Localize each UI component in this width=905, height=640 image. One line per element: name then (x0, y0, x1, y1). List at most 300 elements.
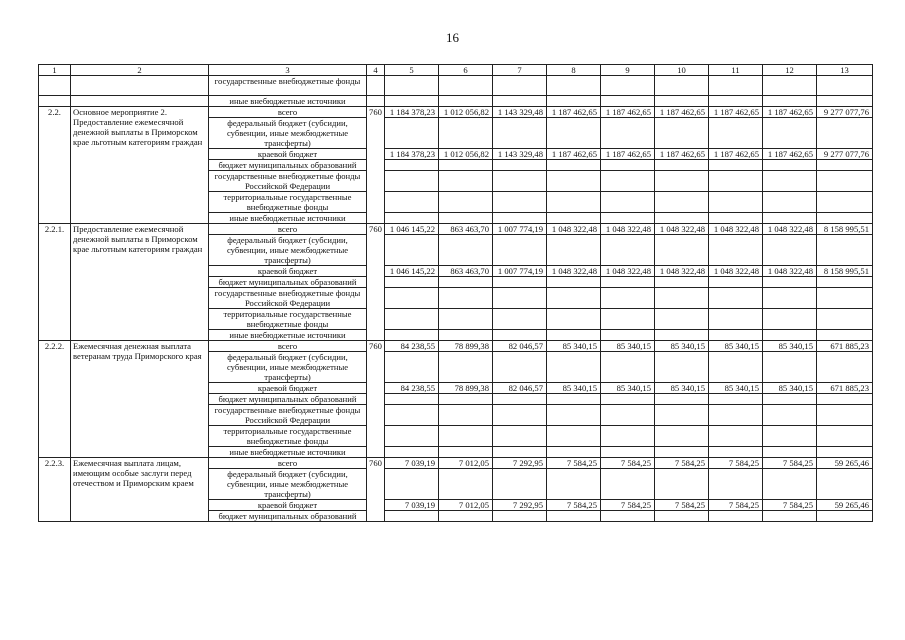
value-cell: 1 184 378,23 (385, 149, 439, 160)
value-cell (709, 309, 763, 330)
value-cell (763, 511, 817, 522)
funding-source-cell: иные внебюджетные источники (209, 96, 367, 107)
value-cell (493, 447, 547, 458)
value-cell (547, 309, 601, 330)
value-cell: 85 340,15 (763, 383, 817, 394)
value-cell (817, 213, 873, 224)
value-cell: 78 899,38 (439, 383, 493, 394)
funding-source-cell: территориальные государственные внебюджетные фонды (209, 309, 367, 330)
table-row (39, 224, 873, 235)
funding-source-cell: иные внебюджетные источники (209, 213, 367, 224)
value-cell (709, 405, 763, 426)
value-cell (439, 235, 493, 266)
value-cell: 1 184 378,23 (385, 107, 439, 118)
table-row (39, 458, 873, 469)
value-cell (439, 277, 493, 288)
value-cell: 1 187 462,65 (547, 107, 601, 118)
value-cell (763, 394, 817, 405)
value-cell (601, 469, 655, 500)
value-cell (493, 76, 547, 96)
value-cell: 59 265,46 (817, 500, 873, 511)
value-cell (709, 511, 763, 522)
value-cell: 82 046,57 (493, 341, 547, 352)
column-number-3: 3 (209, 65, 367, 76)
funding-source-cell: территориальные государственные внебюджетные фонды (209, 192, 367, 213)
value-cell (763, 160, 817, 171)
value-cell: 9 277 077,76 (817, 149, 873, 160)
value-cell (385, 235, 439, 266)
value-cell: 1 048 322,48 (601, 224, 655, 235)
value-cell (385, 405, 439, 426)
value-cell (763, 277, 817, 288)
value-cell (547, 352, 601, 383)
funding-source-cell: федеральный бюджет (субсидии, субвенции, иные межбюджетные трансферты) (209, 235, 367, 266)
funding-source-cell: бюджет муниципальных образований (209, 277, 367, 288)
table-body (39, 65, 873, 522)
value-cell: 1 187 462,65 (601, 107, 655, 118)
value-cell: 1 187 462,65 (709, 149, 763, 160)
value-cell (763, 426, 817, 447)
value-cell (709, 288, 763, 309)
item-number-cell: 2.2. (39, 107, 71, 224)
funding-source-cell: бюджет муниципальных образований (209, 160, 367, 171)
table-row (39, 76, 873, 96)
value-cell: 1 048 322,48 (547, 266, 601, 277)
column-number-1: 1 (39, 65, 71, 76)
value-cell (385, 394, 439, 405)
value-cell (547, 213, 601, 224)
value-cell: 1 187 462,65 (709, 107, 763, 118)
table-row (39, 341, 873, 352)
value-cell (493, 192, 547, 213)
value-cell (655, 352, 709, 383)
header-row (39, 65, 873, 76)
value-cell (709, 213, 763, 224)
funding-source-cell: всего (209, 341, 367, 352)
column-number-5: 5 (385, 65, 439, 76)
value-cell (817, 96, 873, 107)
item-name-cell (71, 96, 209, 107)
value-cell (439, 213, 493, 224)
value-cell (385, 330, 439, 341)
item-name-cell (71, 76, 209, 96)
value-cell (709, 192, 763, 213)
value-cell (547, 394, 601, 405)
column-number-13: 13 (817, 65, 873, 76)
value-cell: 7 584,25 (601, 458, 655, 469)
column-number-11: 11 (709, 65, 763, 76)
value-cell (439, 160, 493, 171)
value-cell: 85 340,15 (601, 383, 655, 394)
value-cell (817, 352, 873, 383)
value-cell (817, 118, 873, 149)
value-cell (493, 277, 547, 288)
value-cell (709, 76, 763, 96)
value-cell (763, 352, 817, 383)
value-cell (547, 447, 601, 458)
value-cell (385, 96, 439, 107)
value-cell (439, 171, 493, 192)
value-cell: 1 143 329,48 (493, 149, 547, 160)
value-cell (763, 330, 817, 341)
value-cell: 7 584,25 (763, 500, 817, 511)
column-number-9: 9 (601, 65, 655, 76)
value-cell (817, 309, 873, 330)
value-cell: 1 048 322,48 (601, 266, 655, 277)
value-cell (655, 118, 709, 149)
value-cell: 1 048 322,48 (763, 224, 817, 235)
item-name-cell: Предоставление ежемесячной денежной выплаты в Приморском крае льготным категориям граждан (71, 224, 209, 341)
value-cell (601, 405, 655, 426)
value-cell: 7 039,19 (385, 458, 439, 469)
value-cell: 7 584,25 (655, 500, 709, 511)
column-number-4: 4 (367, 65, 385, 76)
value-cell: 7 012,05 (439, 458, 493, 469)
funding-source-cell: бюджет муниципальных образований (209, 511, 367, 522)
value-cell: 1 187 462,65 (763, 149, 817, 160)
value-cell: 671 885,23 (817, 383, 873, 394)
value-cell (385, 469, 439, 500)
value-cell (547, 171, 601, 192)
value-cell (385, 213, 439, 224)
value-cell (817, 394, 873, 405)
value-cell (655, 426, 709, 447)
value-cell (655, 288, 709, 309)
value-cell (493, 235, 547, 266)
funding-source-cell: краевой бюджет (209, 500, 367, 511)
value-cell (601, 96, 655, 107)
item-number-cell: 2.2.2. (39, 341, 71, 458)
value-cell: 59 265,46 (817, 458, 873, 469)
value-cell: 85 340,15 (763, 341, 817, 352)
value-cell (493, 160, 547, 171)
value-cell (493, 511, 547, 522)
funding-source-cell: иные внебюджетные источники (209, 330, 367, 341)
value-cell (763, 192, 817, 213)
value-cell (763, 235, 817, 266)
value-cell (817, 76, 873, 96)
value-cell (547, 469, 601, 500)
value-cell (817, 288, 873, 309)
value-cell (817, 330, 873, 341)
funding-source-cell: государственные внебюджетные фонды Российской Федерации (209, 288, 367, 309)
code-cell (367, 76, 385, 96)
page-number: 16 (446, 30, 459, 45)
value-cell (601, 309, 655, 330)
value-cell: 863 463,70 (439, 224, 493, 235)
value-cell (493, 426, 547, 447)
value-cell (439, 96, 493, 107)
value-cell (763, 213, 817, 224)
value-cell: 85 340,15 (655, 341, 709, 352)
funding-source-cell: иные внебюджетные источники (209, 447, 367, 458)
value-cell: 84 238,55 (385, 341, 439, 352)
value-cell: 85 340,15 (655, 383, 709, 394)
value-cell (601, 288, 655, 309)
value-cell (601, 352, 655, 383)
value-cell: 7 584,25 (547, 500, 601, 511)
value-cell (763, 309, 817, 330)
funding-source-cell: всего (209, 107, 367, 118)
value-cell: 78 899,38 (439, 341, 493, 352)
value-cell: 85 340,15 (547, 341, 601, 352)
value-cell (439, 76, 493, 96)
value-cell (547, 405, 601, 426)
value-cell (385, 309, 439, 330)
value-cell (655, 213, 709, 224)
value-cell: 1 187 462,65 (655, 107, 709, 118)
value-cell: 7 584,25 (655, 458, 709, 469)
value-cell: 85 340,15 (547, 383, 601, 394)
value-cell (817, 405, 873, 426)
value-cell (601, 192, 655, 213)
value-cell (709, 394, 763, 405)
value-cell: 1 048 322,48 (547, 224, 601, 235)
value-cell (763, 405, 817, 426)
value-cell (601, 447, 655, 458)
value-cell (439, 309, 493, 330)
value-cell: 85 340,15 (709, 341, 763, 352)
value-cell: 85 340,15 (601, 341, 655, 352)
value-cell: 1 048 322,48 (709, 266, 763, 277)
value-cell (601, 426, 655, 447)
value-cell (655, 447, 709, 458)
item-number-cell (39, 76, 71, 96)
value-cell (601, 171, 655, 192)
value-cell (547, 118, 601, 149)
value-cell (439, 447, 493, 458)
value-cell: 1 012 056,82 (439, 149, 493, 160)
value-cell (385, 277, 439, 288)
value-cell (493, 171, 547, 192)
value-cell: 1 046 145,22 (385, 266, 439, 277)
value-cell (547, 288, 601, 309)
value-cell: 7 584,25 (601, 500, 655, 511)
value-cell: 82 046,57 (493, 383, 547, 394)
value-cell (547, 330, 601, 341)
value-cell (439, 192, 493, 213)
value-cell (655, 192, 709, 213)
value-cell (547, 235, 601, 266)
column-number-6: 6 (439, 65, 493, 76)
value-cell (655, 160, 709, 171)
value-cell (763, 96, 817, 107)
value-cell (763, 76, 817, 96)
value-cell (547, 426, 601, 447)
code-cell (367, 96, 385, 107)
value-cell: 7 584,25 (709, 458, 763, 469)
value-cell (655, 469, 709, 500)
value-cell (817, 192, 873, 213)
value-cell (655, 235, 709, 266)
value-cell (655, 394, 709, 405)
value-cell (493, 469, 547, 500)
value-cell: 1 007 774,19 (493, 224, 547, 235)
item-name-cell: Ежемесячная денежная выплата ветеранам труда Приморского края (71, 341, 209, 458)
value-cell (709, 426, 763, 447)
funding-source-cell: государственные внебюджетные фонды Российской Федерации (209, 405, 367, 426)
value-cell (709, 235, 763, 266)
value-cell: 863 463,70 (439, 266, 493, 277)
value-cell: 84 238,55 (385, 383, 439, 394)
code-cell: 760 (367, 341, 385, 458)
budget-table (38, 64, 873, 522)
value-cell: 7 292,95 (493, 458, 547, 469)
item-name-cell: Основное мероприятие 2. Предоставление ежемесячной денежной выплаты в Приморском крае льготным категориям граждан (71, 107, 209, 224)
value-cell (763, 118, 817, 149)
value-cell (709, 277, 763, 288)
value-cell (385, 511, 439, 522)
code-cell: 760 (367, 107, 385, 224)
value-cell: 9 277 077,76 (817, 107, 873, 118)
value-cell: 7 039,19 (385, 500, 439, 511)
value-cell (817, 277, 873, 288)
value-cell: 1 046 145,22 (385, 224, 439, 235)
value-cell: 85 340,15 (709, 383, 763, 394)
column-number-8: 8 (547, 65, 601, 76)
value-cell (439, 394, 493, 405)
value-cell (709, 96, 763, 107)
value-cell (601, 277, 655, 288)
column-number-7: 7 (493, 65, 547, 76)
value-cell: 1 048 322,48 (655, 224, 709, 235)
funding-source-cell: территориальные государственные внебюджетные фонды (209, 426, 367, 447)
value-cell (601, 160, 655, 171)
value-cell (547, 160, 601, 171)
value-cell: 1 048 322,48 (763, 266, 817, 277)
value-cell (601, 118, 655, 149)
value-cell (385, 118, 439, 149)
item-number-cell (39, 96, 71, 107)
value-cell (817, 160, 873, 171)
value-cell: 1 187 462,65 (547, 149, 601, 160)
value-cell: 671 885,23 (817, 341, 873, 352)
funding-source-cell: государственные внебюджетные фонды Российской Федерации (209, 171, 367, 192)
value-cell (763, 447, 817, 458)
value-cell (655, 76, 709, 96)
value-cell (763, 288, 817, 309)
value-cell (709, 330, 763, 341)
funding-source-cell: государственные внебюджетные фонды (209, 76, 367, 96)
funding-source-cell: федеральный бюджет (субсидии, субвенции, иные межбюджетные трансферты) (209, 469, 367, 500)
funding-source-cell: краевой бюджет (209, 383, 367, 394)
value-cell (493, 352, 547, 383)
value-cell (439, 118, 493, 149)
value-cell (493, 394, 547, 405)
code-cell: 760 (367, 458, 385, 522)
funding-source-cell: краевой бюджет (209, 149, 367, 160)
item-number-cell: 2.2.1. (39, 224, 71, 341)
value-cell: 7 292,95 (493, 500, 547, 511)
value-cell (817, 426, 873, 447)
value-cell: 1 187 462,65 (763, 107, 817, 118)
value-cell (385, 447, 439, 458)
value-cell (493, 405, 547, 426)
value-cell (817, 511, 873, 522)
value-cell (655, 309, 709, 330)
value-cell: 1 187 462,65 (655, 149, 709, 160)
value-cell (385, 171, 439, 192)
value-cell (547, 76, 601, 96)
value-cell (655, 511, 709, 522)
column-number-10: 10 (655, 65, 709, 76)
value-cell (709, 469, 763, 500)
value-cell (709, 447, 763, 458)
value-cell: 7 012,05 (439, 500, 493, 511)
value-cell: 1 048 322,48 (655, 266, 709, 277)
value-cell (493, 118, 547, 149)
value-cell (439, 330, 493, 341)
funding-source-cell: федеральный бюджет (субсидии, субвенции, иные межбюджетные трансферты) (209, 352, 367, 383)
value-cell (655, 171, 709, 192)
column-number-12: 12 (763, 65, 817, 76)
value-cell (385, 426, 439, 447)
value-cell (547, 277, 601, 288)
value-cell (493, 288, 547, 309)
value-cell: 8 158 995,51 (817, 266, 873, 277)
value-cell (385, 76, 439, 96)
value-cell (601, 213, 655, 224)
value-cell (385, 192, 439, 213)
item-number-cell: 2.2.3. (39, 458, 71, 522)
value-cell (763, 171, 817, 192)
value-cell (763, 469, 817, 500)
value-cell (655, 405, 709, 426)
value-cell (817, 171, 873, 192)
item-name-cell: Ежемесячная выплата лицам, имеющим особые заслуги перед отечеством и Приморским краем (71, 458, 209, 522)
value-cell (601, 76, 655, 96)
value-cell (439, 352, 493, 383)
value-cell (439, 469, 493, 500)
value-cell (493, 213, 547, 224)
table-row (39, 107, 873, 118)
value-cell (655, 330, 709, 341)
table-row (39, 96, 873, 107)
value-cell (601, 511, 655, 522)
value-cell (709, 352, 763, 383)
funding-source-cell: краевой бюджет (209, 266, 367, 277)
funding-source-cell: всего (209, 458, 367, 469)
value-cell (817, 469, 873, 500)
value-cell: 1 187 462,65 (601, 149, 655, 160)
value-cell (817, 235, 873, 266)
funding-source-cell: всего (209, 224, 367, 235)
value-cell: 1 048 322,48 (709, 224, 763, 235)
value-cell (439, 511, 493, 522)
value-cell (547, 511, 601, 522)
value-cell (493, 309, 547, 330)
value-cell (655, 96, 709, 107)
column-number-2: 2 (71, 65, 209, 76)
value-cell: 1 143 329,48 (493, 107, 547, 118)
value-cell: 7 584,25 (547, 458, 601, 469)
funding-source-cell: бюджет муниципальных образований (209, 394, 367, 405)
value-cell (439, 405, 493, 426)
value-cell (385, 160, 439, 171)
value-cell (601, 394, 655, 405)
value-cell: 7 584,25 (709, 500, 763, 511)
value-cell (601, 330, 655, 341)
value-cell (547, 192, 601, 213)
value-cell (709, 160, 763, 171)
value-cell (439, 288, 493, 309)
value-cell (709, 118, 763, 149)
value-cell: 1 012 056,82 (439, 107, 493, 118)
value-cell: 8 158 995,51 (817, 224, 873, 235)
value-cell: 1 007 774,19 (493, 266, 547, 277)
value-cell (385, 352, 439, 383)
value-cell (547, 96, 601, 107)
